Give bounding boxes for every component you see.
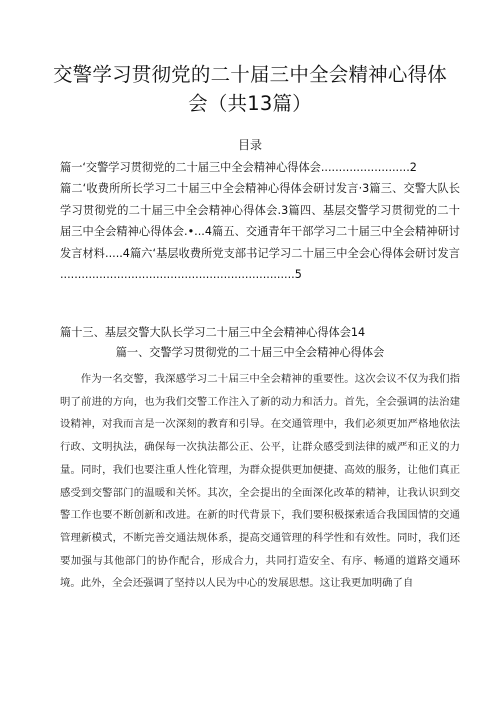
toc-entry[interactable]: 篇二‘收费所所长学习二十届三中全会精神心得体会研讨发言·3篇三、交警大队长学习贯彻党的二十届三中全会精神心得体会.3篇四、基层交警学习贯彻党的二十届三中全会精神心得体会.•...4篇五、交通青年干部学习二十届三中全会精神研讨发言材料.....4篇六‘基层收费所党支部书记学习二十届三中全会心得体会研讨发言 ..................................................................5	[60, 182, 460, 282]
toc-entry[interactable]: 篇十三、基层交警大队长学习二十届三中全会精神心得体会14	[60, 326, 366, 339]
body-paragraph: 作为一名交警，我深感学习二十届三中全会精神的重要性。这次会议不仅为我们指明了前进的方向，也为我们交警工作注入了新的动力和活力。首先，全会强调的法治建设精神，对我而言是一次深刻的教育和引导。在交通管理中，我们必须更加严格地依法行政、文明执法，确保每一次执法都公正、公平，让群众感受到法律的威严和正义的力量。同时，我们也要注重人性化管理，为群众提供更加便捷、高效的服务，让他们真正感受到交警部门的温暖和关怀。其次，全会提出的全面深化改革的精神，让我认识到交警工作也要不断创新和改进。在新的时代背景下，我们要积极探索适合我国国情的交通管理新模式，不断完善交通法规体系，提高交通管理的科学性和有效性。同时，我们还要加强与其他部门的协作配合，形成合力，共同打造安全、有序、畅通的道路交通环境。此外，全会还强调了坚持以人民为中心的发展思想。这让我更加明确了自	[60, 373, 460, 590]
toc-heading: 目录	[237, 138, 262, 152]
table-of-contents	[60, 157, 460, 285]
section-title: 篇一、交警学习贯彻党的二十届三中全会精神心得体会	[115, 346, 385, 359]
document-title	[40, 60, 460, 118]
document-title-line-2: 会（共13篇）	[188, 92, 312, 115]
toc-entry[interactable]: 篇一‘交警学习贯彻党的二十届三中全会精神心得体会.........................2	[60, 161, 417, 174]
document-title-line-1: 交警学习贯彻党的二十届三中全会精神心得体	[52, 63, 447, 86]
